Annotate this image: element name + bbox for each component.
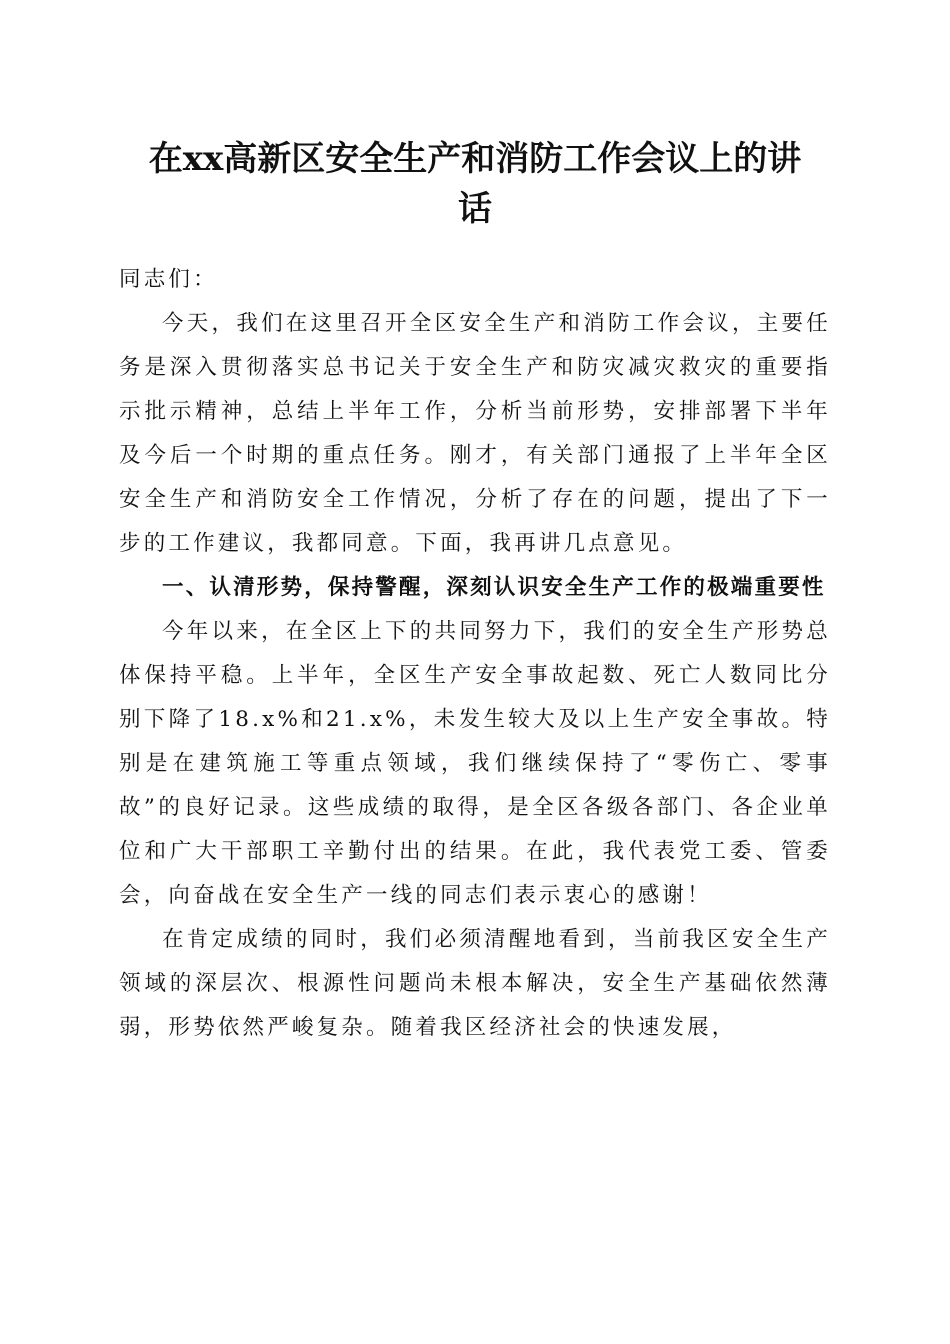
- title-line-2: 话: [458, 189, 492, 229]
- section1-paragraph-2: 在肯定成绩的同时，我们必须清醒地看到，当前我区安全生产领域的深层次、根源性问题尚未根本解决，安全生产基础依然薄弱，形势依然严峻复杂。随着我区经济社会的快速发展，: [119, 927, 831, 1040]
- document-title: [110, 134, 840, 234]
- section1-paragraph-1: 今年以来，在全区上下的共同努力下，我们的安全生产形势总体保持平稳。上半年，全区生产安全事故起数、死亡人数同比分别下降了18.x%和21.x%，未发生较大及以上生产安全事故。特别是在建筑施工等重点领域，我们继续保持了“零伤亡、零事故”的良好记录。这些成绩的取得，是全区各级各部门、各企业单位和广大干部职工辛勤付出的结果。在此，我代表党工委、管委会，向奋战在安全生产一线的同志们表示衷心的感谢！: [119, 619, 831, 908]
- document-body: [119, 258, 831, 1050]
- opening-paragraph: 今天，我们在这里召开全区安全生产和消防工作会议，主要任务是深入贯彻落实总书记关于安全生产和防灾减灾救灾的重要指示批示精神，总结上半年工作，分析当前形势，安排部署下半年及今后一个时期的重点任务。刚才，有关部门通报了上半年全区安全生产和消防安全工作情况，分析了存在的问题，提出了下一步的工作建议，我都同意。下面，我再讲几点意见。: [119, 311, 831, 556]
- salutation: 同志们：: [119, 267, 218, 292]
- section-heading-1: 一、认清形势，保持警醒，深刻认识安全生产工作的极端重要性: [162, 575, 826, 600]
- title-line-1: 在xx高新区安全生产和消防工作会议上的讲: [148, 139, 802, 179]
